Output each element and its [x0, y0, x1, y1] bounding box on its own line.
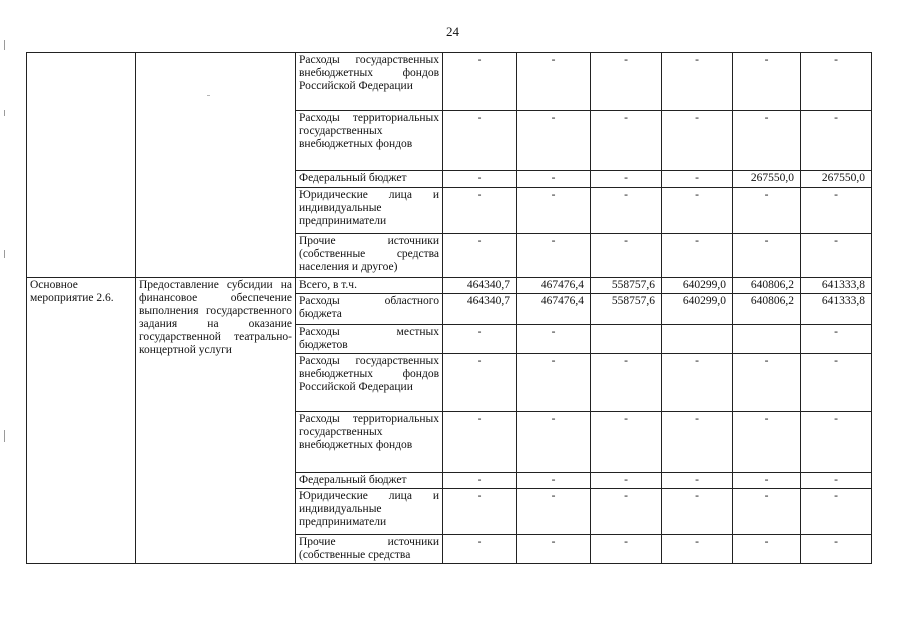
value-cell: -	[662, 53, 733, 111]
source-label	[296, 111, 443, 171]
page-number: 24	[446, 24, 459, 39]
value-cell: -	[517, 412, 591, 473]
source-label-line: Расходы территориальных государственных	[299, 413, 439, 438]
source-label-line: предприниматели	[299, 516, 387, 528]
value-cell: -	[443, 412, 517, 473]
value-cell: -	[801, 535, 872, 564]
value-cell: -	[801, 234, 872, 278]
source-label-line: Расходы государственных внебюджетных фондов	[299, 355, 439, 380]
value-cell: -	[591, 354, 662, 412]
amount-cell: 467476,4	[517, 278, 591, 294]
value-cell: -	[517, 111, 591, 171]
source-label-line: Всего, в т.ч.	[299, 279, 357, 291]
amount-cell: 467476,4	[517, 294, 591, 325]
value-cell: -	[443, 473, 517, 489]
value-cell: -	[662, 111, 733, 171]
source-label-line: Российской Федерации	[299, 80, 413, 92]
source-label	[296, 535, 443, 564]
source-label-line: Федеральный бюджет	[299, 474, 407, 486]
value-cell: -	[517, 354, 591, 412]
table-row	[27, 278, 872, 294]
description-text: государственной театрально-концертной услуги	[139, 331, 292, 356]
source-label	[296, 278, 443, 294]
source-label-line: бюджета	[299, 308, 342, 320]
value-cell: -	[662, 354, 733, 412]
amount-cell: 640299,0	[662, 294, 733, 325]
table-row	[27, 53, 872, 111]
event-cell	[27, 53, 136, 278]
value-cell: -	[801, 489, 872, 535]
source-label-line: Расходы территориальных государственных	[299, 112, 439, 137]
value-cell: -	[591, 535, 662, 564]
value-cell: -	[443, 489, 517, 535]
amount-cell: 267550,0	[733, 171, 801, 188]
scan-artifact	[4, 430, 5, 442]
value-cell: -	[662, 171, 733, 188]
source-label-line: Прочие источники (собственные средства	[299, 235, 439, 260]
value-cell: -	[443, 188, 517, 234]
amount-cell: 640806,2	[733, 278, 801, 294]
source-label-line: Расходы местных	[299, 326, 439, 338]
source-label	[296, 473, 443, 489]
amount-cell: 267550,0	[801, 171, 872, 188]
value-cell: -	[801, 53, 872, 111]
value-cell: -	[733, 473, 801, 489]
value-cell: -	[443, 111, 517, 171]
source-label	[296, 489, 443, 535]
value-cell: -	[443, 535, 517, 564]
value-cell: -	[443, 171, 517, 188]
value-cell: -	[662, 412, 733, 473]
value-cell: -	[733, 234, 801, 278]
value-cell: -	[662, 473, 733, 489]
scan-artifact	[4, 40, 5, 50]
value-cell: -	[801, 188, 872, 234]
value-cell: -	[733, 489, 801, 535]
value-cell: -	[591, 412, 662, 473]
value-cell: -	[517, 53, 591, 111]
value-cell: -	[733, 354, 801, 412]
value-cell: -	[443, 354, 517, 412]
value-cell: -	[733, 412, 801, 473]
source-label	[296, 234, 443, 278]
value-cell: -	[591, 111, 662, 171]
value-cell: -	[517, 234, 591, 278]
source-label	[296, 412, 443, 473]
value-cell: -	[591, 473, 662, 489]
value-cell: -	[733, 535, 801, 564]
value-cell: -	[733, 111, 801, 171]
description-text: Предоставление субсидии на финансовое обеспечение выполнения государственного задания на оказание	[139, 279, 292, 330]
value-cell: -	[591, 234, 662, 278]
value-cell: -	[801, 412, 872, 473]
amount-cell: 641333,8	[801, 294, 872, 325]
source-label-line: внебюджетных фондов	[299, 138, 413, 150]
amount-cell: 641333,8	[801, 278, 872, 294]
scan-artifact	[4, 250, 5, 258]
source-label-line: (собственные средства	[299, 549, 411, 561]
value-cell: -	[591, 171, 662, 188]
value-cell: -	[591, 53, 662, 111]
source-label-line: Юридические лица и индивидуальные	[299, 189, 439, 214]
value-cell: -	[517, 489, 591, 535]
value-cell: -	[733, 53, 801, 111]
value-cell: -	[662, 188, 733, 234]
value-cell: -	[662, 535, 733, 564]
source-label	[296, 53, 443, 111]
scan-artifact	[4, 110, 5, 116]
value-cell: -	[801, 325, 872, 354]
value-cell: -	[517, 171, 591, 188]
source-label	[296, 171, 443, 188]
amount-cell: 558757,6	[591, 278, 662, 294]
value-cell: -	[801, 473, 872, 489]
value-cell: -	[662, 234, 733, 278]
source-label-line: населения и другое)	[299, 261, 398, 273]
source-label-line: Прочие источники	[299, 536, 439, 548]
source-label-line: Расходы областного	[299, 295, 439, 307]
value-cell	[733, 325, 801, 354]
event-cell: Основное мероприятие 2.6.	[27, 278, 136, 564]
source-label-line: Российской Федерации	[299, 381, 413, 393]
value-cell: -	[517, 188, 591, 234]
source-label-line: бюджетов	[299, 339, 348, 351]
value-cell	[662, 325, 733, 354]
value-cell: -	[443, 53, 517, 111]
value-cell: -	[443, 234, 517, 278]
amount-cell: 464340,7	[443, 294, 517, 325]
source-label-line: Расходы государственных внебюджетных фондов	[299, 54, 439, 79]
value-cell: -	[591, 188, 662, 234]
value-cell	[591, 325, 662, 354]
amount-cell: 558757,6	[591, 294, 662, 325]
amount-cell: 464340,7	[443, 278, 517, 294]
amount-cell: 640299,0	[662, 278, 733, 294]
source-label	[296, 188, 443, 234]
value-cell: -	[733, 188, 801, 234]
value-cell: -	[517, 325, 591, 354]
description-cell	[136, 53, 296, 278]
value-cell: -	[801, 354, 872, 412]
value-cell: -	[517, 473, 591, 489]
value-cell: -	[591, 489, 662, 535]
source-label-line: Федеральный бюджет	[299, 172, 407, 184]
value-cell: -	[801, 111, 872, 171]
source-label	[296, 294, 443, 325]
source-label	[296, 354, 443, 412]
description-cell	[136, 278, 296, 564]
amount-cell: 640806,2	[733, 294, 801, 325]
value-cell: -	[517, 535, 591, 564]
value-cell: -	[662, 489, 733, 535]
value-cell: -	[443, 325, 517, 354]
budget-table	[26, 52, 872, 564]
source-label-line: внебюджетных фондов	[299, 439, 413, 451]
source-label-line: предприниматели	[299, 215, 387, 227]
source-label	[296, 325, 443, 354]
source-label-line: Юридические лица и индивидуальные	[299, 490, 439, 515]
